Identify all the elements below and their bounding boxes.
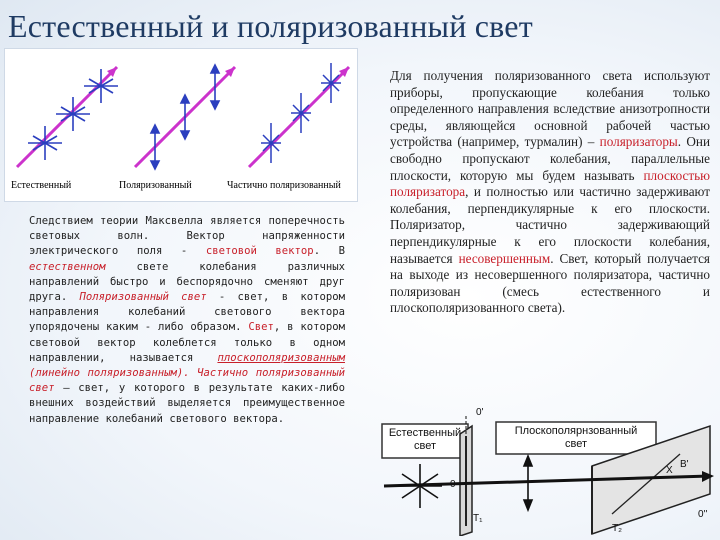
natural-light-star bbox=[398, 464, 442, 508]
term-linear-partial: (линейно поляризованным). Частично поляризованный свет bbox=[29, 367, 345, 395]
partially-polarized-diagram bbox=[249, 63, 349, 167]
polarization-diagrams bbox=[5, 49, 357, 201]
text-span: - свет, в котором направления колебаний светового вектора упорядочены каким - либо образом. bbox=[29, 291, 345, 334]
mark-o: 0 bbox=[450, 479, 456, 490]
term-polarizers: поляризаторы bbox=[599, 134, 678, 150]
term-plane-polarized: плоскополяризованным bbox=[217, 351, 345, 364]
label-line: свет bbox=[564, 438, 587, 450]
label-line: Естественный bbox=[388, 427, 462, 439]
text-span: . В bbox=[313, 245, 345, 258]
mark-t2: T₂ bbox=[612, 523, 622, 534]
term-polarizer-plane: плоскостью поляризатора bbox=[390, 167, 710, 200]
label-natural-light bbox=[382, 427, 468, 453]
label-line: свет bbox=[413, 440, 436, 452]
text-span: . Они свободно пропускают колебания, параллельные плоскости, которую мы будем называть bbox=[390, 134, 711, 183]
text-span: Для получения поляризованного света используют приборы, пропускающие колебания только определенного направления вследствие анизотропности среды, являющейся основной рабочей частью устройства (например, турмалин) – bbox=[390, 68, 710, 150]
text-span: , и полностью или частично задерживают колебания, перпендикулярные к его плоскости. Поляризатор, частично задерживающий перпендикулярные к его плоскости колебания, называется bbox=[390, 184, 710, 266]
left-paragraph bbox=[29, 214, 345, 427]
term-polarized-light: Поляризованный свет bbox=[79, 291, 207, 304]
natural-light-diagram bbox=[17, 67, 118, 167]
term-imperfect: несовершенным bbox=[458, 250, 551, 266]
text-span: Следствием теории Максвелла является поперечность световых волн. Вектор напряженности электрического поля - bbox=[29, 215, 345, 258]
polarized-light-diagram bbox=[135, 65, 235, 169]
text-span: свете колебания различных направлений быстро и беспорядочно сменяют друг друга. bbox=[29, 260, 345, 304]
polarizer-figure bbox=[380, 396, 716, 536]
term-light: Свет bbox=[248, 321, 274, 334]
text-span: , в котором световой вектор колеблется только в одном направлении, называется bbox=[29, 321, 345, 364]
mark-o2: 0'' bbox=[698, 509, 708, 520]
label-line: Плоскополярнзованный bbox=[514, 425, 638, 437]
right-paragraph bbox=[390, 68, 710, 317]
term-natural: естественном bbox=[29, 260, 106, 273]
text-span: . Свет, который получается на выходе из несовершенного поляризатора, частично поляризован (смесь естественного и плоскополяризованного света). bbox=[390, 250, 710, 316]
caption-natural: Естественный bbox=[11, 180, 72, 191]
caption-partial: Частично поляризованный bbox=[227, 180, 341, 191]
mark-x: X bbox=[666, 465, 673, 476]
mark-o1: 0' bbox=[476, 407, 484, 418]
term-light-vector: световой вектор bbox=[205, 245, 314, 258]
polarization-figure bbox=[4, 48, 358, 202]
caption-polarized: Поляризованный bbox=[119, 180, 192, 191]
text-span: – свет, у которого в результате каких-либо внешних воздействий выделяется преимущественное направление колебаний светового вектора. bbox=[29, 382, 345, 425]
label-polarized-light bbox=[496, 425, 656, 451]
page-title: Естественный и поляризованный свет bbox=[8, 8, 533, 44]
mark-b: B' bbox=[680, 459, 689, 470]
mark-t1: T₁ bbox=[473, 513, 483, 524]
